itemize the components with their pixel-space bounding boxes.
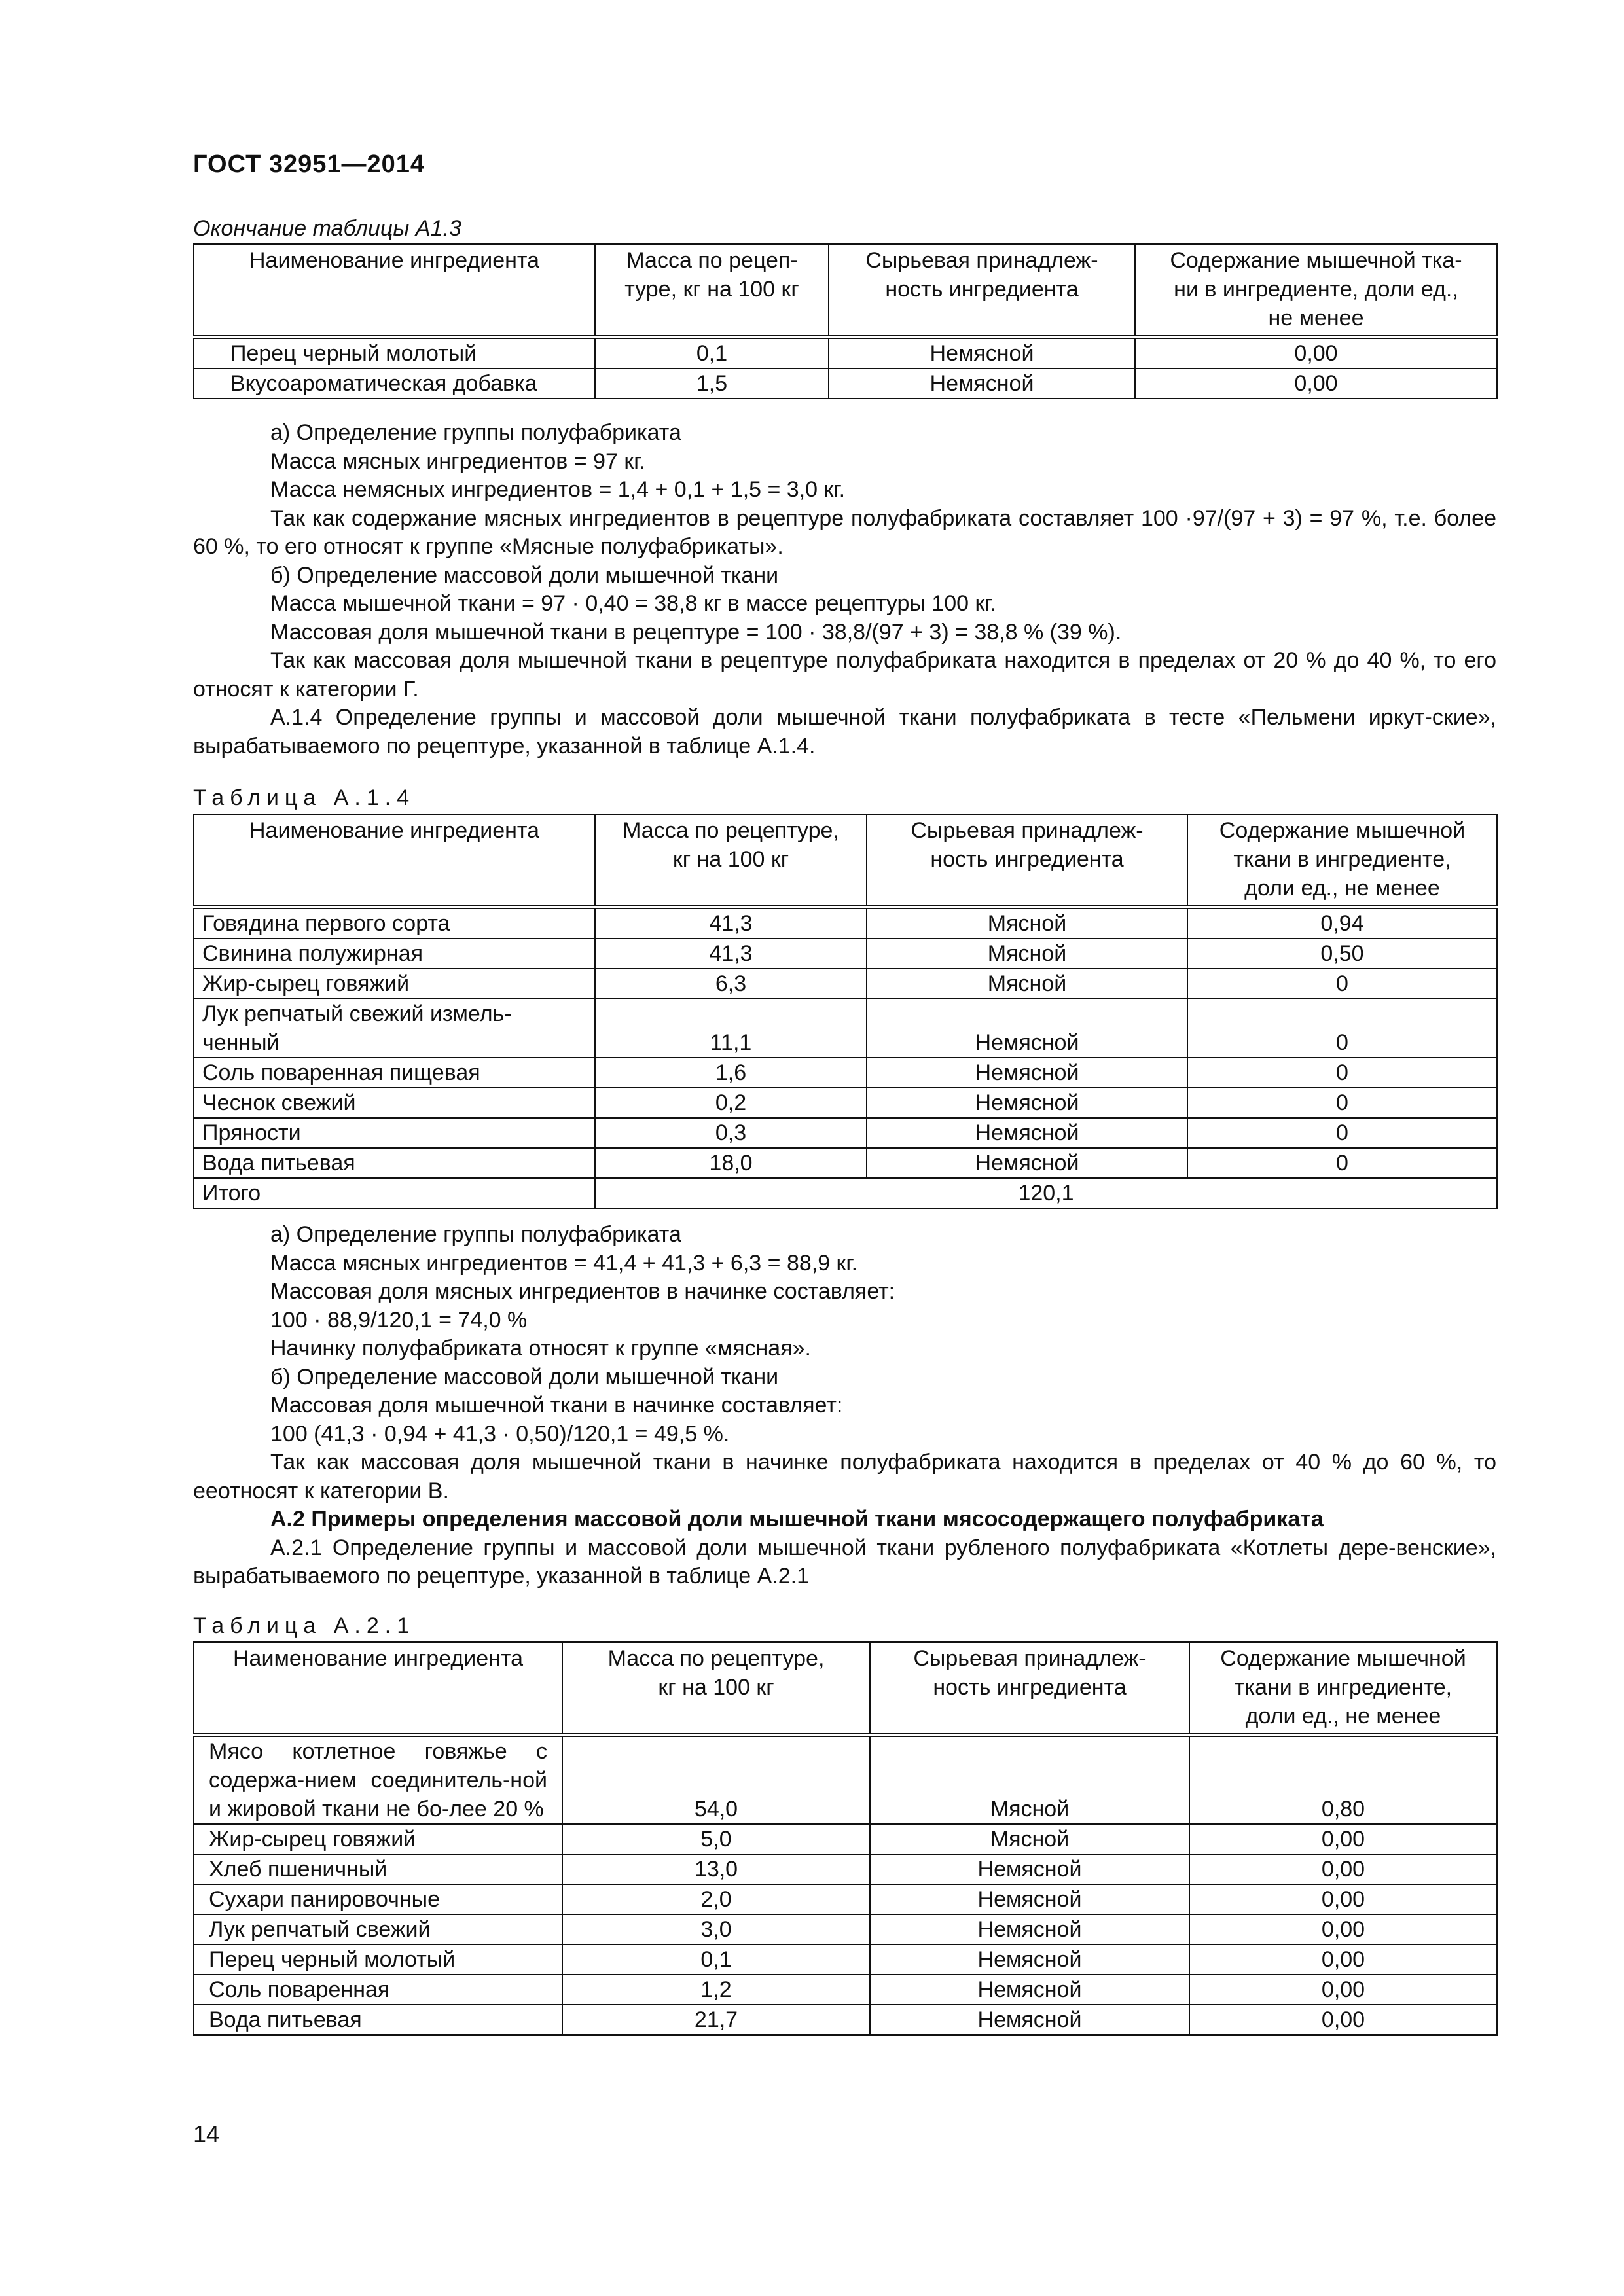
table-row xyxy=(194,1884,1497,1914)
text-block-2 xyxy=(193,1221,1496,1591)
table-cell: Немясной xyxy=(867,1058,1187,1088)
paragraph: 100 (41,3 · 0,94 + 41,3 · 0,50)/120,1 = 49,5 %. xyxy=(270,1421,730,1446)
table-a21-caption: Таблица А.2.1 xyxy=(193,1613,416,1638)
table-row xyxy=(194,337,1497,368)
table-a14-header-cell: Сырьевая принадлеж- ность ингредиента xyxy=(867,814,1187,907)
table-cell: 0,00 xyxy=(1189,1945,1497,1975)
paragraph: 100 · 88,9/120,1 = 74,0 % xyxy=(270,1307,528,1333)
table-cell: Немясной xyxy=(870,1884,1189,1914)
table-cell: Свинина полужирная xyxy=(194,939,595,969)
table-cell: 0,50 xyxy=(1187,939,1497,969)
table-cell: Немясной xyxy=(870,2005,1189,2035)
table-cell: Вода питьевая xyxy=(194,1148,595,1178)
table-cell: Немясной xyxy=(867,999,1187,1058)
table-cell: Немясной xyxy=(870,1854,1189,1884)
table-cell: Соль поваренная xyxy=(194,1975,562,2005)
table-a13-caption: Окончание таблицы А1.3 xyxy=(193,216,461,241)
table-a21-header-cell: Сырьевая принадлеж- ность ингредиента xyxy=(870,1642,1189,1735)
table-row xyxy=(194,1854,1497,1884)
table-cell: Перец черный молотый xyxy=(194,337,595,368)
table-row xyxy=(194,1975,1497,2005)
table-cell: 0 xyxy=(1187,969,1497,999)
table-cell: 0,00 xyxy=(1189,1824,1497,1854)
table-row xyxy=(194,1735,1497,1824)
section-heading: А.2 Примеры определения массовой доли мышечной ткани мясосодержащего полуфабриката xyxy=(270,1507,1324,1532)
table-cell: 3,0 xyxy=(562,1914,870,1945)
table-a13-header-cell: Масса по рецеп- туре, кг на 100 кг xyxy=(595,244,829,337)
table-row xyxy=(194,1148,1497,1178)
table-cell: 0,2 xyxy=(595,1088,867,1118)
paragraph: Масса мясных ингредиентов = 41,4 + 41,3 + 6,3 = 88,9 кг. xyxy=(270,1250,858,1276)
table-row xyxy=(194,1058,1497,1088)
table-cell: Мясной xyxy=(867,969,1187,999)
table-a14-header-cell: Содержание мышечной ткани в ингредиенте, доли ед., не менее xyxy=(1187,814,1497,907)
table-cell: 0 xyxy=(1187,999,1497,1058)
table-cell: Хлеб пшеничный xyxy=(194,1854,562,1884)
table-cell: Немясной xyxy=(829,368,1135,399)
table-cell: Мясной xyxy=(870,1824,1189,1854)
table-cell: 0,94 xyxy=(1187,907,1497,939)
table-row xyxy=(194,1088,1497,1118)
table-row xyxy=(194,1945,1497,1975)
table-a21 xyxy=(193,1641,1498,2036)
table-row xyxy=(194,1118,1497,1148)
table-row xyxy=(194,2005,1497,2035)
table-cell: 54,0 xyxy=(562,1735,870,1824)
table-a14-header-cell: Наименование ингредиента xyxy=(194,814,595,907)
text-block-1 xyxy=(193,419,1496,761)
paragraph: Масса мышечной ткани = 97 · 0,40 = 38,8 кг в массе рецептуры 100 кг. xyxy=(270,591,997,616)
table-row xyxy=(194,939,1497,969)
paragraph: Так как массовая доля мышечной ткани в начинке полуфабриката находится в пределах от 40 % до 60 %, то ееотносят к категории В. xyxy=(193,1450,1496,1503)
table-a13-header-cell: Наименование ингредиента xyxy=(194,244,595,337)
paragraph: Массовая доля мышечной ткани в начинке составляет: xyxy=(270,1393,843,1418)
paragraph: Начинку полуфабриката относят к группе «мясная». xyxy=(270,1336,811,1361)
table-row xyxy=(194,969,1497,999)
table-cell: Немясной xyxy=(829,337,1135,368)
paragraph: б) Определение массовой доли мышечной ткани xyxy=(270,1364,779,1390)
table-row xyxy=(194,1914,1497,1945)
paragraph: а) Определение группы полуфабриката xyxy=(270,420,681,445)
table-cell: Перец черный молотый xyxy=(194,1945,562,1975)
table-a21-header-cell: Масса по рецептуре, кг на 100 кг xyxy=(562,1642,870,1735)
paragraph: Массовая доля мясных ингредиентов в начинке составляет: xyxy=(270,1279,895,1304)
table-total-row xyxy=(194,1178,1497,1208)
table-a14-header-row xyxy=(194,814,1497,907)
table-cell: Чеснок свежий xyxy=(194,1088,595,1118)
table-cell: 1,6 xyxy=(595,1058,867,1088)
table-cell: 41,3 xyxy=(595,939,867,969)
paragraph: А.2.1 Определение группы и массовой доли мышечной ткани рубленого полуфабриката «Котлеты дере-венские», вырабатываемого по рецептуре, указанной в таблице А.2.1 xyxy=(193,1535,1496,1588)
table-cell: Вкусоароматическая добавка xyxy=(194,368,595,399)
table-cell: 41,3 xyxy=(595,907,867,939)
table-cell: 0,1 xyxy=(595,337,829,368)
table-total-label: Итого xyxy=(194,1178,595,1208)
table-cell: Лук репчатый свежий измель- ченный xyxy=(194,999,595,1058)
table-cell: 2,0 xyxy=(562,1884,870,1914)
table-row xyxy=(194,907,1497,939)
table-a13-header-cell: Сырьевая принадлеж- ность ингредиента xyxy=(829,244,1135,337)
table-cell: Мясной xyxy=(867,907,1187,939)
table-cell: 0,00 xyxy=(1189,1884,1497,1914)
table-a13 xyxy=(193,243,1498,399)
table-cell: 0,1 xyxy=(562,1945,870,1975)
table-cell: Лук репчатый свежий xyxy=(194,1914,562,1945)
table-cell: 0,00 xyxy=(1189,1914,1497,1945)
table-cell: 1,5 xyxy=(595,368,829,399)
table-cell: Немясной xyxy=(867,1088,1187,1118)
table-a13-header-row xyxy=(194,244,1497,337)
table-cell: Сухари панировочные xyxy=(194,1884,562,1914)
table-cell: 5,0 xyxy=(562,1824,870,1854)
table-cell: Жир-сырец говяжий xyxy=(194,1824,562,1854)
table-a21-header-cell: Содержание мышечной ткани в ингредиенте, доли ед., не менее xyxy=(1189,1642,1497,1735)
table-cell: 0,00 xyxy=(1189,1975,1497,2005)
table-cell: 0,00 xyxy=(1135,337,1497,368)
table-cell: 0,3 xyxy=(595,1118,867,1148)
table-cell: 0 xyxy=(1187,1058,1497,1088)
paragraph: а) Определение группы полуфабриката xyxy=(270,1222,681,1247)
table-cell: 0,80 xyxy=(1189,1735,1497,1824)
table-a21-header-cell: Наименование ингредиента xyxy=(194,1642,562,1735)
table-cell: 0 xyxy=(1187,1088,1497,1118)
table-cell: Говядина первого сорта xyxy=(194,907,595,939)
table-cell: Мясной xyxy=(867,939,1187,969)
table-row xyxy=(194,368,1497,399)
table-row xyxy=(194,1824,1497,1854)
table-a14-caption: Таблица А.1.4 xyxy=(193,785,416,810)
table-cell: 13,0 xyxy=(562,1854,870,1884)
table-cell: Немясной xyxy=(867,1148,1187,1178)
table-row xyxy=(194,999,1497,1058)
paragraph: Масса мясных ингредиентов = 97 кг. xyxy=(270,448,645,474)
table-a13-header-cell: Содержание мышечной тка- ни в ингредиенте, доли ед., не менее xyxy=(1135,244,1497,337)
table-total-value: 120,1 xyxy=(595,1178,1497,1208)
table-cell: Мясо котлетное говяжье с содержа-нием соединитель-ной и жировой ткани не бо-лее 20 % xyxy=(194,1735,562,1824)
paragraph: Так как массовая доля мышечной ткани в рецептуре полуфабриката находится в пределах от 20 % до 40 %, то его относят к категории Г. xyxy=(193,648,1496,702)
table-a14 xyxy=(193,814,1498,1209)
table-cell: Немясной xyxy=(870,1914,1189,1945)
table-cell: Мясной xyxy=(870,1735,1189,1824)
table-cell: 21,7 xyxy=(562,2005,870,2035)
table-cell: 18,0 xyxy=(595,1148,867,1178)
table-cell: Немясной xyxy=(870,1975,1189,2005)
table-cell: 0 xyxy=(1187,1118,1497,1148)
table-cell: Немясной xyxy=(870,1945,1189,1975)
page-number: 14 xyxy=(193,2121,220,2147)
paragraph: Масса немясных ингредиентов = 1,4 + 0,1 + 1,5 = 3,0 кг. xyxy=(270,477,846,502)
paragraph: Массовая доля мышечной ткани в рецептуре = 100 · 38,8/(97 + 3) = 38,8 % (39 %). xyxy=(270,619,1122,645)
table-cell: 0,00 xyxy=(1189,2005,1497,2035)
table-a14-header-cell: Масса по рецептуре, кг на 100 кг xyxy=(595,814,867,907)
table-cell: 0,00 xyxy=(1135,368,1497,399)
table-a21-header-row xyxy=(194,1642,1497,1735)
table-cell: 1,2 xyxy=(562,1975,870,2005)
table-cell: Пряности xyxy=(194,1118,595,1148)
table-cell: Вода питьевая xyxy=(194,2005,562,2035)
table-cell: 11,1 xyxy=(595,999,867,1058)
paragraph: Так как содержание мясных ингредиентов в рецептуре полуфабриката составляет 100 ·97/(97 + 3) = 97 %, т.е. более 60 %, то его относят к группе «Мясные полуфабрикаты». xyxy=(193,505,1496,559)
table-cell: Соль поваренная пищевая xyxy=(194,1058,595,1088)
table-cell: 0,00 xyxy=(1189,1854,1497,1884)
table-cell: 6,3 xyxy=(595,969,867,999)
table-cell: 0 xyxy=(1187,1148,1497,1178)
table-cell: Немясной xyxy=(867,1118,1187,1148)
document-header: ГОСТ 32951—2014 xyxy=(193,151,425,178)
paragraph: б) Определение массовой доли мышечной ткани xyxy=(270,562,779,588)
paragraph: А.1.4 Определение группы и массовой доли мышечной ткани полуфабриката в тесте «Пельмени иркут-ские», вырабатываемого по рецептуре, указанной в таблице А.1.4. xyxy=(193,705,1496,759)
table-cell: Жир-сырец говяжий xyxy=(194,969,595,999)
